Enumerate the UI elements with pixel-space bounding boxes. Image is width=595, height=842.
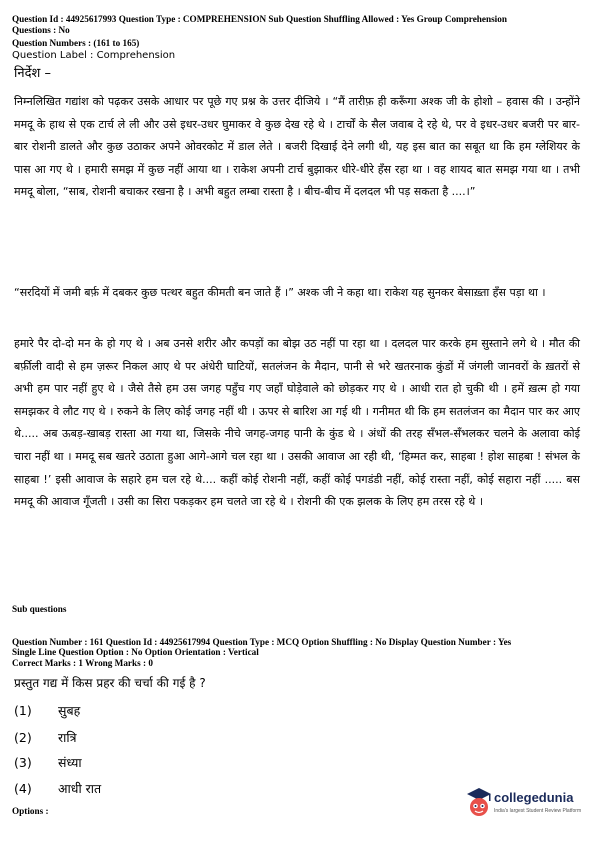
logo-tagline: India's largest Student Review Platform: [494, 808, 582, 814]
sub-questions-label: Sub questions: [12, 604, 67, 614]
question-numbers: Question Numbers : (161 to 165): [12, 38, 140, 48]
question-161-meta-2: Single Line Question Option : No Option Orientation : Vertical: [12, 647, 259, 657]
passage-paragraph-1: निम्नलिखित गद्यांश को पढ़कर उसके आधार पर पूछे गए प्रश्न के उत्तर दीजिये । “मैं तारीफ़ ही करूँगा अश्क जी के होशो – हवास की । उन्होंने ममदू के हाथ से एक टार्च ले ली और उसे इधर-उधर घुमाकर वे कुछ देख रहे थे । टार्चों के सैल जवाब दे रहे थे, पर वे इधर-उधर बजरी पर बार-बार रोशनी डालते और कुछ उठाकर अपने ओवरकोट में डाल लेते । बजरी दिखाई देने लगी थी, यह इस बात का सबूत था कि हम ग्लेशियर के पास आ गए थे । हमारी समझ में कुछ नहीं आया था । राकेश अपनी टार्च बुझाकर धीरे-धीरे हँस रहा था । वह शायद बात समझ गया था । तभी ममदू बोला, “साब, रोशनी बचाकर रखना है । अभी बहुत लम्बा रास्ता है । बीच-बीच में दलदल भी पड़ सकता है ....।”: [14, 95, 580, 199]
option-text: रात्रि: [58, 730, 77, 745]
logo-name: collegedunia: [494, 790, 574, 805]
question-text: प्रस्तुत गद्य में किस प्रहर की चर्चा की गई है ?: [14, 676, 206, 690]
question-meta-line-1: Question Id : 44925617993 Question Type : COMPREHENSION Sub Question Shuffling Allowed : Yes Group Comprehension: [12, 14, 507, 24]
option-1[interactable]: [14, 703, 80, 719]
question-label: Question Label : Comprehension: [12, 50, 176, 61]
option-text: आधी रात: [58, 781, 102, 796]
option-2[interactable]: [14, 730, 77, 746]
question-161-meta-1: Question Number : 161 Question Id : 44925617994 Question Type : MCQ Option Shuffling : No Display Question Number : Yes: [12, 637, 512, 647]
option-number: (3): [14, 755, 32, 770]
option-text: संध्या: [58, 755, 82, 770]
passage-paragraph-3: हमारे पैर दो-दो मन के हो गए थे । अब उनसे शरीर और कपड़ों का बोझ उठ नहीं पा रहा था । दलदल पार करके हम सुस्ताने लगे थे । मौत की बर्फ़ीली वादी से हम ज़रूर निकल आए थे पर अंधेरी घाटियों, सतलंजन के मैदान, पानी से भरे खतरनाक कुंडों में जंगली जानवरों के ख़तरों से अभी हम पार नहीं हुए थे । जैसे तैसे हम उस जगह पहुँच गए जहाँ घोड़ेवाले को छोड़कर गए थे । आधी रात हो चुकी थी । हमें ख़त्म हो गया समझकर वे लौट गए थे । रुकने के लिए कोई जगह नहीं थी । ऊपर से बारिश आ गई थी । गनीमत थी कि हम सतलंजन का मैदान पार कर आए थे..... अब ऊबड़-खाबड़ रास्ता आ गया था, जिसके नीचे जगह-जगह पानी के कुंड थे । अंधों की तरह सँभल-सँभलकर चलने के अलावा कोई चारा नहीं था । ममदू सब खतरे उठाता हुआ आगे-आगे चल रहा था । उसकी आवाज आ रही थी, ‘हिम्मत कर, साहबा ! होश साहबा ! संभल के साहबा !’ इसी आवाज के सहारे हम चल रहे थे.... कहीं कोई रोशनी नहीं, कहीं कोई पगडंडी नहीं, कोई रास्ता नहीं, कोई सहारा नहीं ..... बस ममदू की आवाज गूँजती । उसी का सिरा पकड़कर हम चलते जा रहे थे । रोशनी की एक झलक के लिए हम तरस रहे थे ।: [14, 337, 580, 509]
option-number: (4): [14, 781, 32, 796]
options-label: Options :: [12, 806, 49, 816]
option-number: (1): [14, 703, 32, 718]
option-3[interactable]: [14, 755, 82, 771]
collegedunia-logo: [466, 784, 590, 826]
option-number: (2): [14, 730, 32, 745]
passage-paragraph-2: “सरदियों में जमी बर्फ़ में दबकर कुछ पत्थर बहुत कीमती बन जाते हैं ।” अश्क जी ने कहा था। राकेश यह सुनकर बेसाख़्ता हँस पड़ा था ।: [14, 286, 546, 299]
question-161-marks: Correct Marks : 1 Wrong Marks : 0: [12, 658, 153, 668]
option-text: सुबह: [58, 703, 81, 718]
question-meta-line-2: Questions : No: [12, 25, 70, 35]
instruction-heading: निर्देश –: [14, 66, 51, 81]
option-4[interactable]: [14, 781, 101, 797]
graduate-mascot-icon: [466, 786, 492, 820]
